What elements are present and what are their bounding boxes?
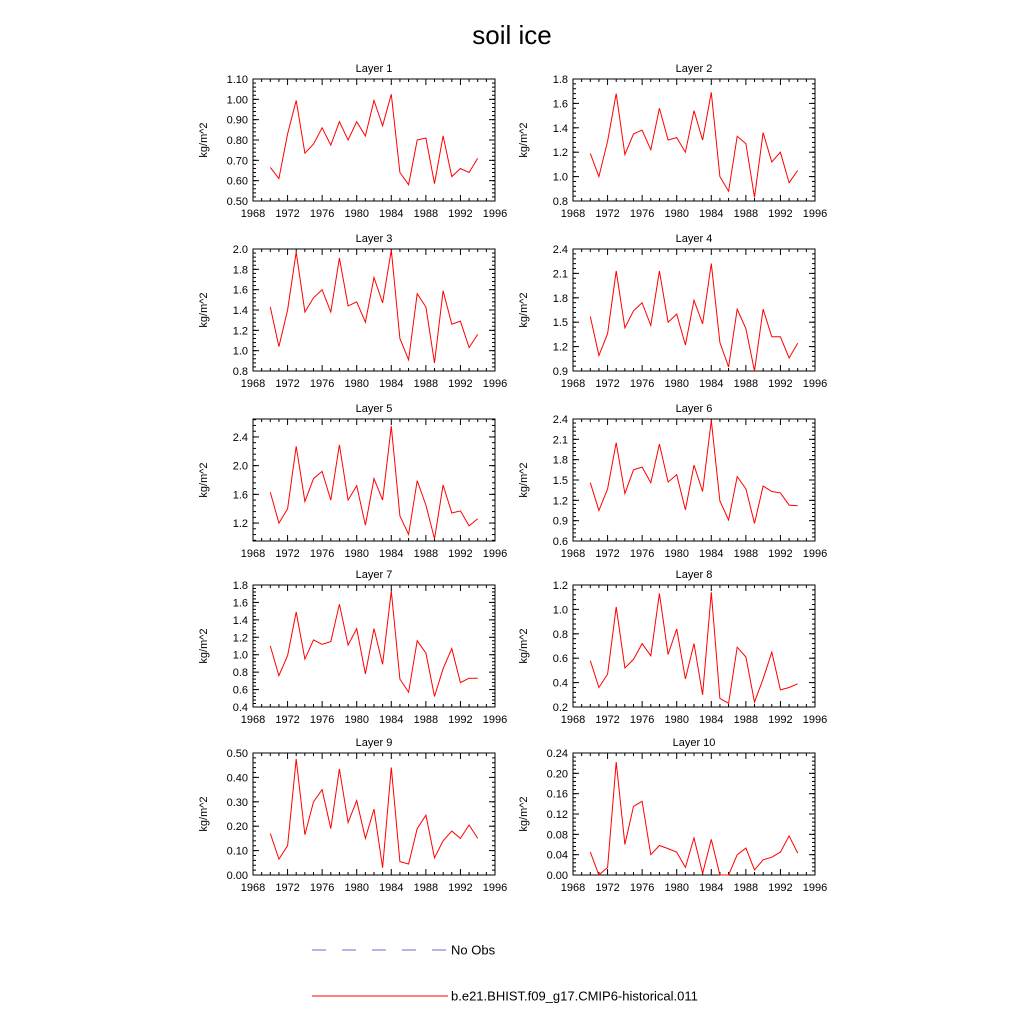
y-tick-label: 0.70: [226, 155, 248, 168]
x-tick-label: 1968: [560, 882, 586, 894]
y-axis-label: kg/m^2: [518, 292, 530, 328]
legend-model-label: b.e21.BHIST.f09_g17.CMIP6-historical.011: [451, 988, 698, 1004]
y-tick-label: 0.8: [232, 366, 248, 378]
x-tick-label: 1972: [595, 378, 620, 390]
x-tick-label: 1980: [664, 548, 689, 560]
y-tick-label: 1.2: [552, 495, 568, 508]
panel-layer-4: [518, 233, 827, 390]
x-tick-label: 1980: [664, 882, 689, 894]
x-tick-label: 1972: [275, 548, 300, 560]
x-tick-label: 1976: [309, 378, 335, 390]
x-tick-label: 1976: [629, 548, 655, 560]
panel-title: Layer 5: [355, 403, 393, 415]
x-tick-label: 1992: [768, 882, 793, 894]
y-tick-label: 1.2: [232, 325, 248, 338]
x-tick-label: 1972: [595, 882, 620, 894]
y-tick-label: 2.0: [232, 244, 248, 256]
y-tick-label: 1.2: [232, 518, 248, 531]
y-tick-label: 0.00: [546, 870, 568, 882]
plot-frame: [253, 249, 495, 371]
x-tick-label: 1988: [413, 882, 439, 894]
panel-title: Layer 10: [672, 737, 716, 749]
x-tick-label: 1968: [560, 714, 586, 726]
panel-title: Layer 8: [675, 569, 713, 581]
y-tick-label: 1.6: [232, 489, 248, 502]
x-tick-label: 1984: [699, 378, 724, 390]
panel-title: Layer 7: [355, 569, 393, 581]
y-tick-label: 0.20: [226, 821, 248, 834]
x-tick-label: 1984: [379, 378, 404, 390]
x-tick-label: 1988: [733, 714, 759, 726]
y-tick-label: 1.4: [232, 305, 248, 317]
x-tick-label: 1976: [629, 378, 655, 390]
legend-no-obs-label: No Obs: [451, 942, 496, 958]
y-tick-label: 0.80: [226, 135, 248, 147]
figure-title: soil ice: [472, 20, 552, 50]
y-axis-label: kg/m^2: [518, 796, 530, 832]
x-tick-label: 1992: [768, 208, 793, 220]
y-axis-label: kg/m^2: [198, 628, 210, 664]
panel-layer-8: [518, 569, 827, 726]
x-tick-label: 1980: [664, 714, 689, 726]
y-axis-label: kg/m^2: [518, 122, 530, 158]
y-tick-label: 0.6: [552, 653, 568, 666]
y-tick-label: 0.4: [232, 702, 248, 714]
x-tick-label: 1980: [344, 882, 369, 894]
y-tick-label: 0.00: [226, 870, 248, 882]
series-line: [270, 250, 477, 363]
y-axis-label: kg/m^2: [198, 462, 210, 498]
y-axis-label: kg/m^2: [198, 122, 210, 158]
y-tick-label: 1.8: [232, 580, 248, 592]
y-tick-label: 2.4: [552, 244, 568, 256]
panel-layer-10: [518, 737, 827, 894]
series-line: [270, 759, 477, 868]
y-tick-label: 0.40: [226, 772, 248, 785]
plot-frame: [253, 79, 495, 201]
y-tick-label: 0.2: [552, 702, 568, 714]
y-tick-label: 0.24: [546, 748, 568, 760]
x-tick-label: 1992: [448, 548, 473, 560]
series-line: [270, 591, 477, 696]
x-tick-label: 1988: [733, 882, 759, 894]
y-tick-label: 1.10: [226, 74, 248, 86]
x-tick-label: 1976: [309, 548, 335, 560]
y-tick-label: 0.9: [552, 366, 568, 378]
y-tick-label: 1.0: [552, 171, 568, 184]
x-tick-label: 1972: [275, 208, 300, 220]
x-tick-label: 1980: [344, 378, 369, 390]
x-tick-label: 1996: [482, 548, 508, 560]
x-tick-label: 1988: [733, 208, 759, 220]
x-tick-label: 1976: [629, 882, 655, 894]
x-tick-label: 1976: [309, 882, 335, 894]
y-tick-label: 1.8: [552, 454, 568, 467]
panel-title: Layer 6: [675, 403, 713, 415]
plot-frame: [573, 249, 815, 371]
x-tick-label: 1992: [448, 378, 473, 390]
panel-title: Layer 3: [355, 233, 393, 245]
y-axis-label: kg/m^2: [518, 628, 530, 664]
series-line: [590, 264, 797, 371]
panel-title: Layer 2: [675, 63, 713, 75]
y-tick-label: 0.30: [226, 796, 248, 809]
x-tick-label: 1996: [802, 714, 828, 726]
series-line: [590, 762, 797, 875]
x-tick-label: 1976: [629, 714, 655, 726]
panel-title: Layer 4: [675, 233, 713, 245]
y-tick-label: 0.04: [546, 849, 568, 862]
y-tick-label: 0.12: [546, 809, 568, 821]
y-tick-label: 1.8: [552, 74, 568, 86]
x-tick-label: 1984: [699, 548, 724, 560]
panels-grid: [198, 63, 827, 894]
y-tick-label: 1.0: [232, 345, 248, 358]
x-tick-label: 1968: [560, 208, 586, 220]
y-tick-label: 1.2: [552, 341, 568, 354]
series-line: [270, 94, 477, 184]
x-tick-label: 1968: [240, 378, 266, 390]
y-tick-label: 0.50: [226, 748, 248, 760]
panel-layer-9: [198, 737, 507, 894]
y-tick-label: 1.6: [232, 284, 248, 297]
y-tick-label: 1.0: [552, 604, 568, 617]
x-tick-label: 1972: [595, 548, 620, 560]
y-tick-label: 1.4: [232, 614, 248, 627]
x-tick-label: 1984: [699, 882, 724, 894]
plot-frame: [573, 79, 815, 201]
panel-layer-2: [518, 63, 827, 220]
x-tick-label: 1968: [560, 548, 586, 560]
x-tick-label: 1976: [629, 208, 655, 220]
y-tick-label: 1.8: [232, 264, 248, 277]
y-tick-label: 1.00: [226, 94, 248, 107]
series-line: [590, 420, 797, 523]
y-tick-label: 1.6: [552, 98, 568, 111]
y-tick-label: 0.8: [552, 628, 568, 641]
x-tick-label: 1988: [733, 548, 759, 560]
series-line: [590, 92, 797, 197]
y-tick-label: 0.20: [546, 768, 568, 781]
x-tick-label: 1984: [699, 714, 724, 726]
x-tick-label: 1984: [379, 714, 404, 726]
y-tick-label: 1.2: [552, 580, 568, 592]
y-tick-label: 1.5: [552, 475, 568, 487]
x-tick-label: 1968: [240, 548, 266, 560]
y-axis-label: kg/m^2: [518, 462, 530, 498]
y-tick-label: 1.2: [552, 147, 568, 160]
x-tick-label: 1992: [768, 714, 793, 726]
x-tick-label: 1968: [240, 882, 266, 894]
x-tick-label: 1980: [344, 714, 369, 726]
x-tick-label: 1988: [413, 208, 439, 220]
y-tick-label: 0.10: [226, 845, 248, 858]
x-tick-label: 1972: [275, 714, 300, 726]
series-line: [270, 426, 477, 539]
x-tick-label: 1972: [275, 378, 300, 390]
x-tick-label: 1988: [733, 378, 759, 390]
panel-title: Layer 9: [355, 737, 393, 749]
y-tick-label: 0.6: [232, 684, 248, 697]
x-tick-label: 1968: [240, 714, 266, 726]
panel-layer-1: [198, 63, 507, 220]
x-tick-label: 1972: [275, 882, 300, 894]
y-tick-label: 2.4: [552, 414, 568, 426]
x-tick-label: 1980: [344, 208, 369, 220]
y-tick-label: 0.08: [546, 829, 568, 842]
x-tick-label: 1996: [802, 882, 828, 894]
x-tick-label: 1996: [482, 714, 508, 726]
x-tick-label: 1984: [379, 882, 404, 894]
x-tick-label: 1984: [379, 548, 404, 560]
x-tick-label: 1996: [802, 378, 828, 390]
panel-layer-3: [198, 233, 507, 390]
x-tick-label: 1988: [413, 378, 439, 390]
y-tick-label: 0.4: [552, 677, 568, 690]
y-tick-label: 1.0: [232, 649, 248, 662]
y-tick-label: 1.2: [232, 632, 248, 645]
y-tick-label: 2.1: [552, 434, 568, 447]
x-tick-label: 1980: [664, 208, 689, 220]
x-tick-label: 1968: [560, 378, 586, 390]
y-tick-label: 0.16: [546, 788, 568, 801]
x-tick-label: 1996: [482, 882, 508, 894]
x-tick-label: 1968: [240, 208, 266, 220]
x-tick-label: 1976: [309, 714, 335, 726]
x-tick-label: 1980: [664, 378, 689, 390]
y-tick-label: 0.50: [226, 196, 248, 208]
x-tick-label: 1976: [309, 208, 335, 220]
y-axis-label: kg/m^2: [198, 292, 210, 328]
y-tick-label: 1.6: [232, 597, 248, 610]
y-tick-label: 1.5: [552, 317, 568, 330]
y-tick-label: 2.0: [232, 460, 248, 473]
legend: [312, 943, 698, 1004]
x-tick-label: 1972: [595, 208, 620, 220]
panel-layer-6: [518, 403, 827, 560]
panel-title: Layer 1: [355, 63, 393, 75]
y-tick-label: 0.90: [226, 114, 248, 127]
y-tick-label: 0.9: [552, 515, 568, 528]
plot-frame: [573, 753, 815, 875]
x-tick-label: 1992: [448, 208, 473, 220]
y-tick-label: 1.8: [552, 292, 568, 305]
series-line: [590, 592, 797, 703]
y-axis-label: kg/m^2: [198, 796, 210, 832]
y-tick-label: 2.4: [232, 431, 248, 444]
x-tick-label: 1988: [413, 548, 439, 560]
x-tick-label: 1996: [482, 378, 508, 390]
x-tick-label: 1996: [482, 208, 508, 220]
y-tick-label: 1.4: [552, 122, 568, 135]
x-tick-label: 1988: [413, 714, 439, 726]
panel-layer-7: [198, 569, 507, 726]
x-tick-label: 1972: [595, 714, 620, 726]
y-tick-label: 0.8: [232, 667, 248, 680]
x-tick-label: 1992: [768, 378, 793, 390]
x-tick-label: 1992: [448, 714, 473, 726]
y-tick-label: 0.8: [552, 196, 568, 208]
x-tick-label: 1992: [448, 882, 473, 894]
x-tick-label: 1996: [802, 548, 828, 560]
x-tick-label: 1996: [802, 208, 828, 220]
y-tick-label: 0.60: [226, 175, 248, 188]
x-tick-label: 1984: [379, 208, 404, 220]
x-tick-label: 1984: [699, 208, 724, 220]
x-tick-label: 1980: [344, 548, 369, 560]
y-tick-label: 0.6: [552, 536, 568, 548]
panel-layer-5: [198, 403, 507, 560]
y-tick-label: 2.1: [552, 268, 568, 281]
x-tick-label: 1992: [768, 548, 793, 560]
plot-frame: [253, 753, 495, 875]
